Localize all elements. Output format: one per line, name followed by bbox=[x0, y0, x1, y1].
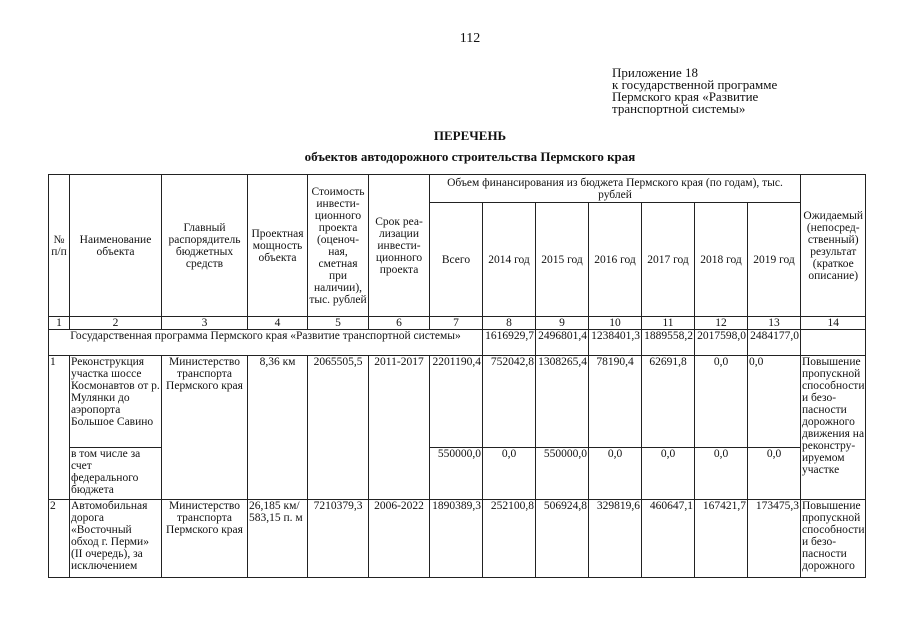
header-2018: 2018 год bbox=[695, 203, 748, 317]
row-cost: 7210379,3 bbox=[308, 500, 369, 578]
appendix-line: Приложение 18 bbox=[612, 65, 699, 80]
row-num: 1 bbox=[49, 356, 70, 500]
column-number: 11 bbox=[642, 317, 695, 330]
row-2017: 62691,8 bbox=[642, 356, 695, 448]
row-period: 2006-2022 bbox=[369, 500, 430, 578]
row-2019: 0,0 bbox=[748, 356, 801, 448]
table-row bbox=[49, 500, 866, 578]
row-total: 2201190,4 bbox=[430, 356, 483, 448]
row-result: Повышение пропускной способности и безо-пасности дорожного движения на реконстру-ируемом участке bbox=[801, 356, 866, 500]
program-row bbox=[49, 330, 866, 356]
column-number: 9 bbox=[536, 317, 589, 330]
row-num: 2 bbox=[49, 500, 70, 578]
row-2016: 329819,6 bbox=[589, 500, 642, 578]
header-2017: 2017 год bbox=[642, 203, 695, 317]
program-2015: 2496801,4 bbox=[536, 330, 589, 356]
row-2014: 752042,8 bbox=[483, 356, 536, 448]
appendix-caption bbox=[612, 67, 777, 115]
header-2016: 2016 год bbox=[589, 203, 642, 317]
row-manager: Министерство транспорта Пермского края bbox=[162, 500, 248, 578]
subrow-2019: 0,0 bbox=[748, 448, 801, 500]
row-2017: 460647,1 bbox=[642, 500, 695, 578]
page-number: 112 bbox=[459, 31, 481, 46]
row-result: Повышение пропускной способности и безо-пасности дорожного bbox=[801, 500, 866, 578]
investment-objects-table bbox=[48, 174, 866, 578]
column-number: 5 bbox=[308, 317, 369, 330]
header-period: Срок реа-лизации инвести-ционного проекта bbox=[369, 175, 430, 317]
column-number: 12 bbox=[695, 317, 748, 330]
row-2016: 78190,4 bbox=[589, 356, 642, 448]
header-cost: Стоимость инвести-ционного проекта (оценоч-ная, сметная при наличии), тыс. рублей bbox=[308, 175, 369, 317]
row-2015: 506924,8 bbox=[536, 500, 589, 578]
program-2017: 1889558,2 bbox=[642, 330, 695, 356]
appendix-line: Пермского края «Развитие bbox=[612, 89, 759, 104]
row-2015: 1308265,4 bbox=[536, 356, 589, 448]
row-capacity: 8,36 км bbox=[248, 356, 308, 500]
header-2014: 2014 год bbox=[483, 203, 536, 317]
column-number: 13 bbox=[748, 317, 801, 330]
column-number: 7 bbox=[430, 317, 483, 330]
row-manager: Министерство транспорта Пермского края bbox=[162, 356, 248, 500]
column-number: 2 bbox=[70, 317, 162, 330]
row-capacity: 26,185 км/ 583,15 п. м bbox=[248, 500, 308, 578]
row-total: 1890389,3 bbox=[430, 500, 483, 578]
column-number: 1 bbox=[49, 317, 70, 330]
row-name: Автомобильная дорога «Восточный обход г. Перми» (II очередь), за исключением bbox=[70, 500, 162, 578]
column-number: 4 bbox=[248, 317, 308, 330]
header-2019: 2019 год bbox=[748, 203, 801, 317]
row-2019: 173475,3 bbox=[748, 500, 801, 578]
subrow-2014: 0,0 bbox=[483, 448, 536, 500]
subrow-2018: 0,0 bbox=[695, 448, 748, 500]
header-manager: Главный распорядитель бюджетных средств bbox=[162, 175, 248, 317]
table-row bbox=[49, 356, 866, 448]
subrow-total: 550000,0 bbox=[430, 448, 483, 500]
program-label: Государственная программа Пермского края «Развитие транспортной системы» bbox=[49, 330, 483, 356]
row-2018: 167421,7 bbox=[695, 500, 748, 578]
program-result bbox=[801, 330, 866, 356]
header-total: Всего bbox=[430, 203, 483, 317]
row-name: Реконструкция участка шоссе Космонавтов от р. Мулянки до аэропорта Большое Савино bbox=[70, 356, 162, 448]
header-result: Ожидаемый (непосред-ственный) результат (краткое описание) bbox=[801, 175, 866, 317]
program-2019: 2484177,0 bbox=[748, 330, 801, 356]
header-capacity: Проектная мощность объекта bbox=[248, 175, 308, 317]
column-number: 3 bbox=[162, 317, 248, 330]
program-2016: 1238401,3 bbox=[589, 330, 642, 356]
header-num: № п/п bbox=[49, 175, 70, 317]
appendix-line: транспортной системы» bbox=[612, 101, 746, 116]
column-number: 6 bbox=[369, 317, 430, 330]
row-2014: 252100,8 bbox=[483, 500, 536, 578]
column-number: 14 bbox=[801, 317, 866, 330]
header-name: Наименование объекта bbox=[70, 175, 162, 317]
column-number: 10 bbox=[589, 317, 642, 330]
header-funding-group: Объем финансирования из бюджета Пермского края (по годам), тыс. рублей bbox=[430, 175, 801, 203]
row-2018: 0,0 bbox=[695, 356, 748, 448]
subrow-name: в том числе за счет федерального бюджета bbox=[70, 448, 162, 500]
program-2018: 2017598,0 bbox=[695, 330, 748, 356]
column-number: 8 bbox=[483, 317, 536, 330]
subrow-2016: 0,0 bbox=[589, 448, 642, 500]
program-2014: 1616929,7 bbox=[483, 330, 536, 356]
document-subtitle: объектов автодорожного строительства Пермского края bbox=[304, 149, 636, 164]
row-cost: 2065505,5 bbox=[308, 356, 369, 500]
header-2015: 2015 год bbox=[536, 203, 589, 317]
appendix-line: к государственной программе bbox=[612, 77, 778, 92]
subrow-2017: 0,0 bbox=[642, 448, 695, 500]
document-title: ПЕРЕЧЕНЬ bbox=[433, 128, 507, 143]
row-period: 2011-2017 bbox=[369, 356, 430, 500]
subrow-2015: 550000,0 bbox=[536, 448, 589, 500]
